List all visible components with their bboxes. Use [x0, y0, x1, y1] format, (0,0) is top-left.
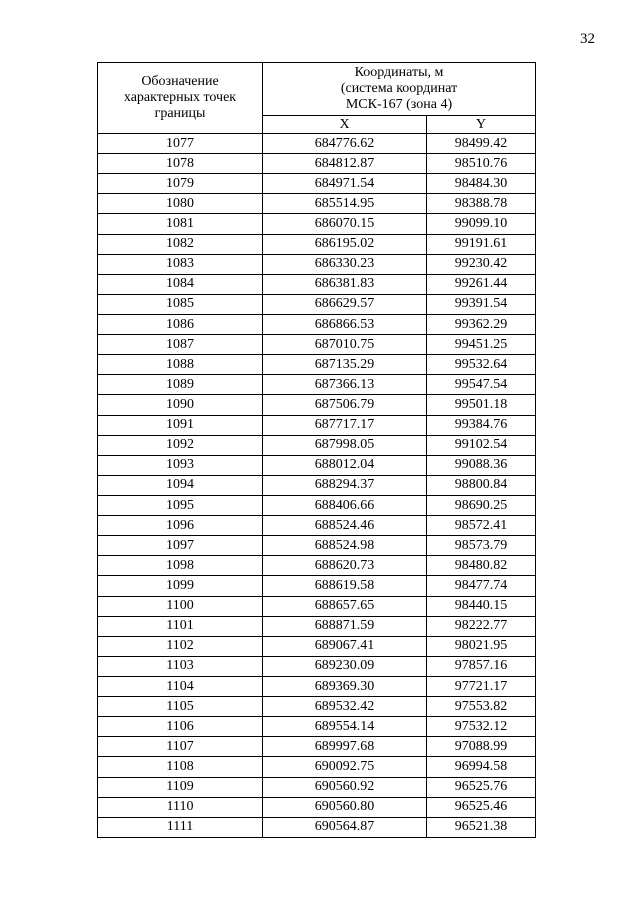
y-coordinate-cell: 99099.10: [427, 214, 536, 234]
x-coordinate-cell: 689067.41: [263, 636, 427, 656]
table-row: [98, 314, 536, 334]
table-row: [98, 455, 536, 475]
point-cell: 1084: [98, 274, 263, 294]
table-row: [98, 435, 536, 455]
x-coordinate-cell: 689532.42: [263, 697, 427, 717]
table-row: [98, 274, 536, 294]
x-coordinate-cell: 688619.58: [263, 576, 427, 596]
coordinates-header: [263, 63, 536, 116]
y-coordinate-cell: 98484.30: [427, 174, 536, 194]
x-coordinate-cell: 688871.59: [263, 616, 427, 636]
point-cell: 1107: [98, 737, 263, 757]
x-coordinate-cell: 688524.98: [263, 536, 427, 556]
y-coordinate-cell: 99532.64: [427, 355, 536, 375]
table-row: [98, 415, 536, 435]
y-coordinate-cell: 96525.76: [427, 777, 536, 797]
point-cell: 1098: [98, 556, 263, 576]
table-row: [98, 495, 536, 515]
table-row: [98, 556, 536, 576]
y-coordinate-cell: 98477.74: [427, 576, 536, 596]
x-coordinate-cell: 686866.53: [263, 314, 427, 334]
point-designation-header: [98, 63, 263, 134]
point-cell: 1091: [98, 415, 263, 435]
table-row: [98, 636, 536, 656]
table-row: [98, 214, 536, 234]
y-coordinate-cell: 97553.82: [427, 697, 536, 717]
y-coordinate-cell: 98499.42: [427, 134, 536, 154]
y-coordinate-cell: 99261.44: [427, 274, 536, 294]
x-coordinate-cell: 684776.62: [263, 134, 427, 154]
point-cell: 1108: [98, 757, 263, 777]
point-cell: 1101: [98, 616, 263, 636]
x-column-header: X: [263, 116, 427, 134]
coords-header-line: (система координат: [340, 81, 458, 96]
y-column-header: Y: [427, 116, 536, 134]
table-row: [98, 616, 536, 636]
point-cell: 1109: [98, 777, 263, 797]
point-cell: 1086: [98, 314, 263, 334]
y-coordinate-cell: 98510.76: [427, 154, 536, 174]
y-coordinate-cell: 98573.79: [427, 536, 536, 556]
point-cell: 1083: [98, 254, 263, 274]
y-coordinate-cell: 98440.15: [427, 596, 536, 616]
table-row: [98, 576, 536, 596]
x-coordinate-cell: 686330.23: [263, 254, 427, 274]
table-row: [98, 154, 536, 174]
y-coordinate-cell: 96521.38: [427, 817, 536, 837]
point-cell: 1106: [98, 717, 263, 737]
x-coordinate-cell: 689230.09: [263, 656, 427, 676]
point-cell: 1078: [98, 154, 263, 174]
x-coordinate-cell: 688406.66: [263, 495, 427, 515]
point-cell: 1087: [98, 335, 263, 355]
x-coordinate-cell: 687010.75: [263, 335, 427, 355]
point-cell: 1095: [98, 495, 263, 515]
point-cell: 1105: [98, 697, 263, 717]
table-row: [98, 194, 536, 214]
point-header-line: характерных точек: [123, 90, 237, 105]
y-coordinate-cell: 99362.29: [427, 314, 536, 334]
point-cell: 1080: [98, 194, 263, 214]
y-coordinate-cell: 98690.25: [427, 495, 536, 515]
point-cell: 1110: [98, 797, 263, 817]
point-cell: 1082: [98, 234, 263, 254]
point-cell: 1088: [98, 355, 263, 375]
y-coordinate-cell: 98021.95: [427, 636, 536, 656]
y-coordinate-cell: 97088.99: [427, 737, 536, 757]
point-cell: 1090: [98, 395, 263, 415]
coordinates-table: [97, 62, 536, 838]
table-row: [98, 817, 536, 837]
x-coordinate-cell: 688657.65: [263, 596, 427, 616]
x-coordinate-cell: 687717.17: [263, 415, 427, 435]
table-row: [98, 656, 536, 676]
x-coordinate-cell: 687366.13: [263, 375, 427, 395]
x-coordinate-cell: 686381.83: [263, 274, 427, 294]
table-row: [98, 757, 536, 777]
table-row: [98, 596, 536, 616]
x-coordinate-cell: 687998.05: [263, 435, 427, 455]
point-cell: 1092: [98, 435, 263, 455]
table-row: [98, 737, 536, 757]
y-coordinate-cell: 96525.46: [427, 797, 536, 817]
y-coordinate-cell: 97532.12: [427, 717, 536, 737]
x-coordinate-cell: 688524.46: [263, 516, 427, 536]
y-coordinate-cell: 98480.82: [427, 556, 536, 576]
table-body: [98, 134, 536, 838]
table-row: [98, 335, 536, 355]
y-coordinate-cell: 99230.42: [427, 254, 536, 274]
coords-header-line: МСК-167 (зона 4): [345, 97, 453, 112]
y-coordinate-cell: 98222.77: [427, 616, 536, 636]
table-row: [98, 355, 536, 375]
table-row: [98, 797, 536, 817]
table-row: [98, 697, 536, 717]
point-cell: 1081: [98, 214, 263, 234]
coords-header-line: Координаты, м: [354, 65, 444, 80]
x-coordinate-cell: 690564.87: [263, 817, 427, 837]
x-coordinate-cell: 687135.29: [263, 355, 427, 375]
point-cell: 1104: [98, 676, 263, 696]
x-coordinate-cell: 689369.30: [263, 676, 427, 696]
table-row: [98, 475, 536, 495]
point-cell: 1085: [98, 294, 263, 314]
point-header-line: Обозначение: [141, 74, 219, 89]
y-coordinate-cell: 99102.54: [427, 435, 536, 455]
table-row: [98, 516, 536, 536]
table-header: [98, 63, 536, 134]
y-coordinate-cell: 97721.17: [427, 676, 536, 696]
y-coordinate-cell: 98800.84: [427, 475, 536, 495]
table-row: [98, 254, 536, 274]
x-coordinate-cell: 690560.92: [263, 777, 427, 797]
y-coordinate-cell: 99501.18: [427, 395, 536, 415]
x-coordinate-cell: 686629.57: [263, 294, 427, 314]
x-coordinate-cell: 689997.68: [263, 737, 427, 757]
y-coordinate-cell: 99547.54: [427, 375, 536, 395]
x-coordinate-cell: 686195.02: [263, 234, 427, 254]
point-cell: 1100: [98, 596, 263, 616]
table-row: [98, 234, 536, 254]
table-row: [98, 375, 536, 395]
point-cell: 1079: [98, 174, 263, 194]
point-cell: 1096: [98, 516, 263, 536]
table-row: [98, 134, 536, 154]
y-coordinate-cell: 99088.36: [427, 455, 536, 475]
table-row: [98, 294, 536, 314]
point-cell: 1089: [98, 375, 263, 395]
x-coordinate-cell: 686070.15: [263, 214, 427, 234]
point-cell: 1099: [98, 576, 263, 596]
x-coordinate-cell: 687506.79: [263, 395, 427, 415]
point-cell: 1103: [98, 656, 263, 676]
table-row: [98, 676, 536, 696]
x-coordinate-cell: 684971.54: [263, 174, 427, 194]
x-coordinate-cell: 688012.04: [263, 455, 427, 475]
table-row: [98, 174, 536, 194]
x-coordinate-cell: 688620.73: [263, 556, 427, 576]
y-coordinate-cell: 99391.54: [427, 294, 536, 314]
x-coordinate-cell: 684812.87: [263, 154, 427, 174]
point-cell: 1102: [98, 636, 263, 656]
x-coordinate-cell: 690560.80: [263, 797, 427, 817]
y-coordinate-cell: 98572.41: [427, 516, 536, 536]
point-cell: 1093: [98, 455, 263, 475]
x-coordinate-cell: 689554.14: [263, 717, 427, 737]
table-row: [98, 717, 536, 737]
y-coordinate-cell: 96994.58: [427, 757, 536, 777]
point-cell: 1094: [98, 475, 263, 495]
table-row: [98, 777, 536, 797]
x-coordinate-cell: 688294.37: [263, 475, 427, 495]
y-coordinate-cell: 97857.16: [427, 656, 536, 676]
x-coordinate-cell: 685514.95: [263, 194, 427, 214]
table-row: [98, 395, 536, 415]
y-coordinate-cell: 99191.61: [427, 234, 536, 254]
y-coordinate-cell: 99451.25: [427, 335, 536, 355]
point-cell: 1097: [98, 536, 263, 556]
page-number: 32: [580, 31, 595, 47]
point-header-line: границы: [154, 106, 206, 121]
y-coordinate-cell: 99384.76: [427, 415, 536, 435]
y-coordinate-cell: 98388.78: [427, 194, 536, 214]
point-cell: 1111: [98, 817, 263, 837]
x-coordinate-cell: 690092.75: [263, 757, 427, 777]
table-row: [98, 536, 536, 556]
point-cell: 1077: [98, 134, 263, 154]
